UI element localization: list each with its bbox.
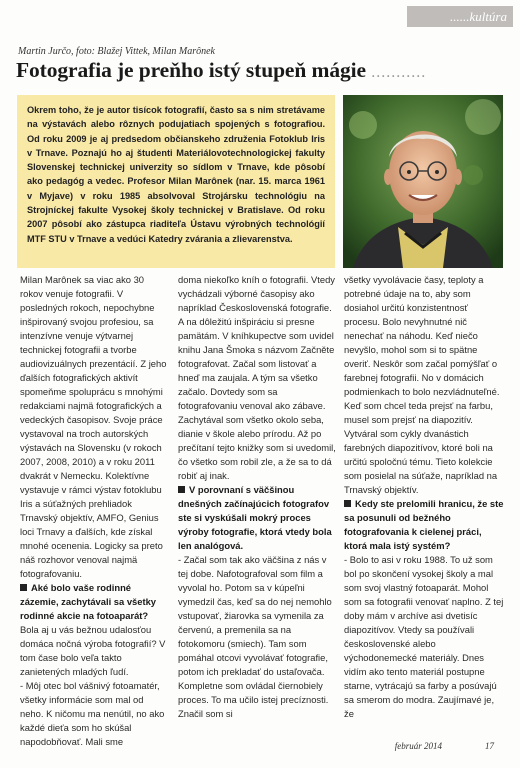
headline-text: Fotografia je preňho istý stupeň mágie — [16, 58, 366, 82]
headline-dots: ........... — [371, 64, 427, 81]
col1-question-1 — [20, 581, 168, 623]
col2-question-1 — [178, 483, 336, 553]
byline: Martin Jurčo, foto: Blažej Vittek, Milan Marônek — [18, 46, 215, 57]
col3-paragraph-2: - Bolo to asi v roku 1988. To už som bol po skončení vysokej školy a mal som svoj vlastný fotoaparát. Mohol som sa fotografii venovať naplno. Z tej doby mám v archíve asi dvetisíc diapozitívov. Vtedy sa používali československé alebo východonemecké materiály. Dnes vidím ako tento materiál postupne starne, vytrácajú sa farby a posúvajú sa smerom do modra. Zaujímavé je, že — [344, 554, 504, 719]
portrait-photo — [343, 95, 503, 268]
page-number: 17 — [485, 741, 494, 751]
col1-question-text: Aké bolo vaše rodinné zázemie, zachytávali sa všetky rodinné akcie na fotoaparát? — [20, 582, 157, 621]
col1-paragraph-3: - Môj otec bol vášnivý fotoamatér, všetky informácie som mal od neho. K ničomu ma nenútil, no ako každé dieťa som ho skúšal napodobňovať. Mali sme — [20, 680, 165, 747]
section-label: ......kultúra — [407, 6, 513, 27]
col2-paragraph-1: doma niekoľko kníh o fotografii. Vtedy vychádzali výborné časopisy ako napríklad Československá fotografie. A na dôležitú inšpiráciu si presne pamätám. V kníhkupectve som uvidel knihu Jana Šmoka s názvom Začněte fotografovat. Začal som listovať a hneď ma zaujala. A tým sa všetko začalo. Dovtedy som sa fotografovaniu venoval ako zábave. Zachytával som všetko okolo seba, dianie v škole alebo prírodu. Až po prečítaní tejto knižky som si uvedomil, čo všetko som robil zle, a že sa to dá robiť aj inak. — [178, 274, 336, 481]
intro-box: Okrem toho, že je autor tisícok fotografií, často sa s nim stretávame na výstavách alebo rôznych podujatiach spojených s fotografiou. Od roku 2009 je aj predsedom občianskeho združenia Fotoklub Iris v Trnave. Poznajú ho aj študenti Materiálovotechnologickej fakulty Slovenskej technickej univerzity so sídlom v Trnave, kde pôsobí ako pedagóg a vedec. Profesor Milan Marônek (nar. 15. marca 1961 v Myjave) v roku 1985 absolvoval Strojársku technológiu na Strojníckej fakulte Vysokej školy technickej v Bratislave. Od roku 2007 pôsobí ako zástupca riaditeľa Ústavu výrobných technológií MTF STU v Trnave a vedúci Katedry zvárania a zlievarenstva. — [17, 95, 335, 268]
article-column-3 — [344, 273, 504, 728]
portrait-image — [343, 95, 503, 268]
col1-paragraph-2: Bola aj u vás bežnou udalosťou domáca nočná výroba fotografií? V tom čase bolo veľa takto zanietených mladých ľudí. — [20, 624, 166, 677]
article-column-1 — [20, 273, 168, 747]
issue-date: február 2014 — [394, 741, 442, 751]
col2-question-text: V porovnaní s väčšinou dnešných začínajúcich fotografov ste si vyskúšali mokrý proces výroby fotografie, ktorá vtedy bola len analógová. — [178, 484, 332, 551]
col3-paragraph-1: všetky vyvolávacie časy, teploty a potrebné údaje na to, aby som dosiahol určitú konzistentnosť procesu. Bolo nevyhnutné nič nenechať na náhodu. Keď niečo nevyšlo, mohol som si to spätne overiť. Neskôr som začal pomýšľať o farebnej fotografii. No v domácich podmienkach to bolo nezvládnuteľné. Keď som chcel teda prejsť na farbu, musel som prejsť na diapozitív. Vytváral som cykly dvanástich farebných diapozitívov, ktoré boli na určitú spoločnú tému. Tieto kolekcie som posielal na súťaže, napríklad na Trnavský objektív. — [344, 274, 500, 495]
col3-question-1 — [344, 497, 504, 553]
square-bullet-icon — [344, 500, 351, 507]
col3-question-text: Kedy ste prelomili hranicu, že ste sa posunuli od bežného fotografovania k cielenej práci, ktorá mala istý systém? — [344, 498, 504, 551]
square-bullet-icon — [20, 584, 27, 591]
headline — [16, 58, 516, 83]
col2-paragraph-2: - Začal som tak ako väčšina z nás v tej dobe. Nafotografoval som film a vyvolal ho. Potom sa v kúpeľni vymedzil čas, keď sa do nej nemohlo vstupovať, žiarovka sa vymenila za červenú, a premenila sa na fotokomoru (smiech). Tam som pomáhal otcovi vyvolávať fotografie, potom ich prekladať do ustaľovača. Kompletne som ovládal čiernobiely proces. To ma učilo istej precíznosti. Značil som si — [178, 554, 332, 719]
square-bullet-icon — [178, 486, 185, 493]
article-column-2 — [178, 273, 336, 733]
col1-paragraph-1: Milan Marônek sa viac ako 30 rokov venuje fotografii. V posledných rokoch, nepochybne inšpirovaný svojou profesiou, sa intenzívne venuje výtvarnej technickej fotografii a tvorbe audiovizuálnych prezentácií. Z jeho ďalších fotografických aktivít spomeňme spoluprácu s mnohými redakciami najmä fotografických a vedeckých časopisov. Svoje práce vystavoval na troch autorských výstavách na Slovensku (v rokoch 2007, 2008, 2010) a v roku 2011 dvakrát v Nemecku. Kolektívne vystavuje v rámci výstav fotoklubu Iris a súťažných prehliadok Trnavský objektív, AMFO, Genius loci Trnavy a ďalších, kde získal mnohé ocenenia. Logicky sa preto náš rozhovor venoval najmä fotografovaniu. — [20, 274, 167, 579]
